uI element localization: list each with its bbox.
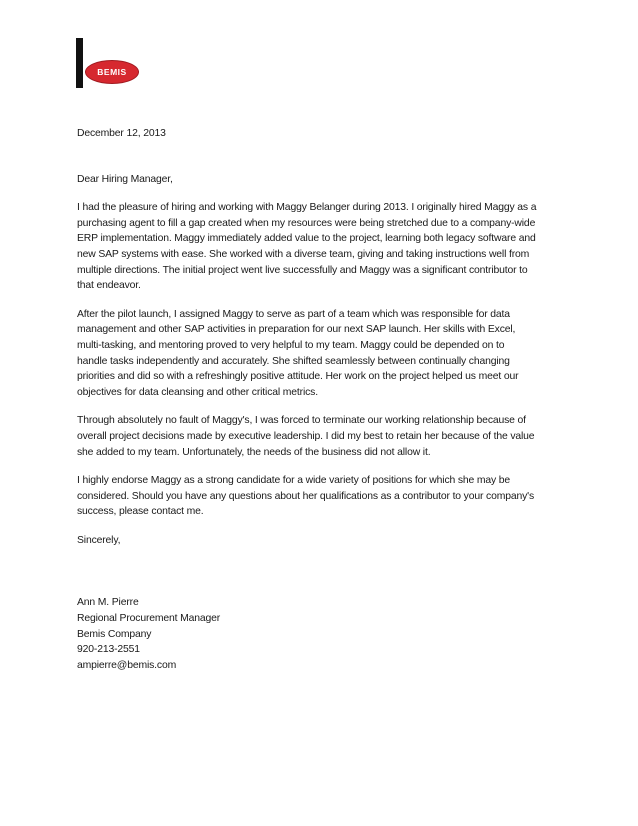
paragraph-line: After the pilot launch, I assigned Maggy to serve as part of a team which was responsible for data [77,308,510,320]
paragraph-line: overall project decisions made by executive leadership. I did my best to retain her because of the value [77,430,535,442]
paragraph-line: Through absolutely no fault of Maggy's, I was forced to terminate our working relationship because of [77,415,526,427]
paragraph-line: she added to my team. Unfortunately, the needs of the business did not allow it. [77,446,431,458]
signer-email: ampierre@bemis.com [77,659,177,671]
paragraph-line: management and other SAP activities in preparation for our next SAP launch. Her skills with Excel, [77,324,516,336]
paragraph-line: multiple directions. The initial project went live successfully and Maggy was a significant contributor to [77,264,528,276]
paragraph-2 [77,307,577,401]
logo-oval [85,60,139,84]
signature-block [77,595,577,673]
paragraph-line: purchasing agent to fill a gap created when my resources were being stretched due to a company-wide [77,217,536,229]
signer-name: Ann M. Pierre [77,597,139,609]
signer-title: Regional Procurement Manager [77,613,221,625]
paragraph-1 [77,200,577,294]
paragraph-4 [77,473,577,520]
paragraph-line: new SAP systems with ease. She worked with a diverse team, giving and taking instructions well from [77,248,530,260]
letter-body [77,126,577,673]
paragraph-line: considered. Should you have any questions about her qualifications as a contributor to your company's [77,490,535,502]
paragraph-line: that endeavor. [77,280,141,292]
paragraph-line: handle tasks independently and accurately. She shifted seamlessly between continually changing [77,355,510,367]
signer-phone: 920-213-2551 [77,644,140,656]
paragraph-line: ERP implementation. Maggy immediately added value to the project, learning both legacy software and [77,233,536,245]
logo-text: BEMIS [97,67,127,77]
paragraph-line: success, please contact me. [77,506,204,518]
paragraph-line: I had the pleasure of hiring and working with Maggy Belanger during 2013. I originally hired Maggy as a [77,202,537,214]
paragraph-line: objectives for data cleansing and other critical metrics. [77,386,318,398]
letter-date: December 12, 2013 [77,128,166,139]
paragraph-line: I highly endorse Maggy as a strong candidate for a wide variety of positions for which she may be [77,475,511,487]
paragraph-3 [77,413,577,460]
paragraph-line: multi-tasking, and mentoring proved to very helpful to my team. Maggy could be depended on to [77,339,505,351]
signer-company: Bemis Company [77,628,152,640]
logo-bar [76,38,83,88]
bemis-logo [76,38,146,90]
paragraph-line: priorities and did so with a refreshingly positive attitude. Her work on the project helped us meet our [77,371,519,383]
letter-salutation: Dear Hiring Manager, [77,173,173,185]
letter-closing: Sincerely, [77,534,121,546]
